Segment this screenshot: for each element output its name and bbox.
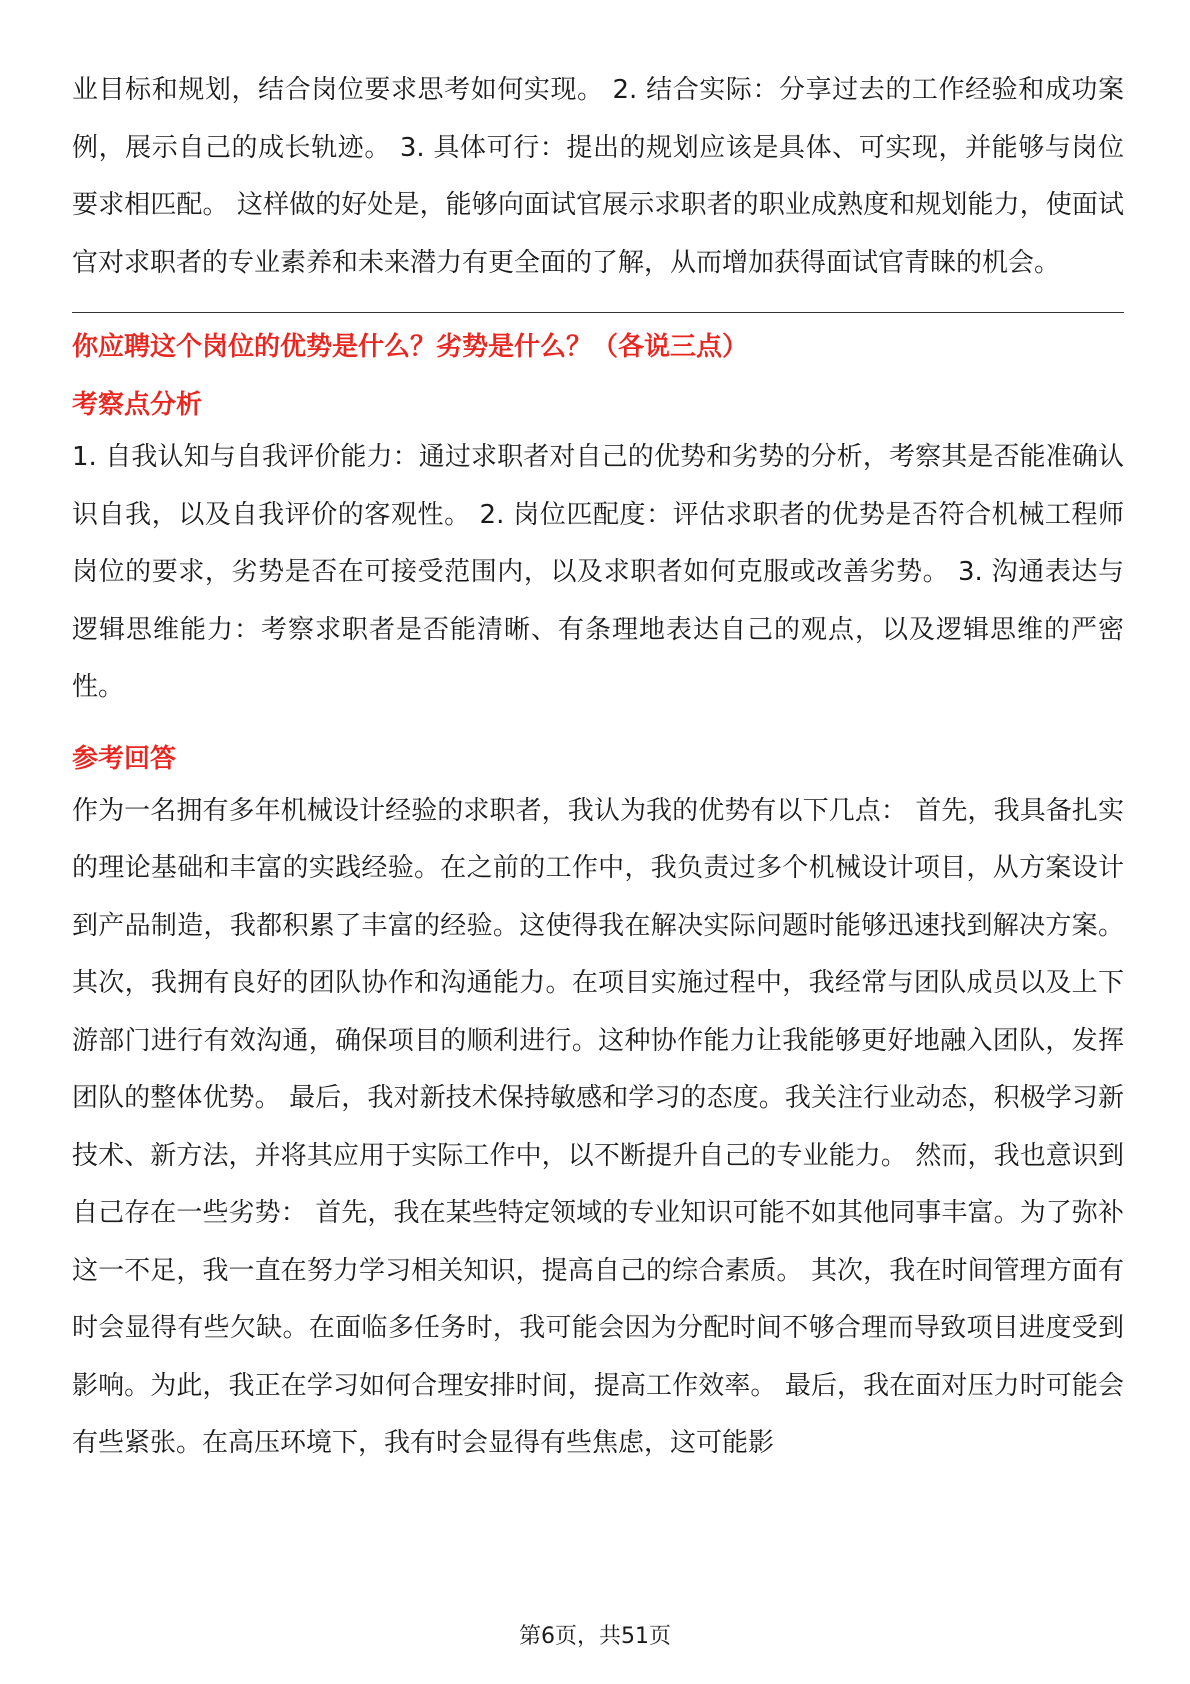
section-divider [72,312,1124,313]
analysis-heading: 考察点分析 [72,390,203,420]
intro-paragraph: 业目标和规划，结合岗位要求思考如何实现。 2. 结合实际：分享过去的工作经验和成功案例，展示自己的成长轨迹。 3. 具体可行：提出的规划应该是具体、可实现，并能够与岗位要求相匹配。 这样做的好处是，能够向面试官展示求职者的职业成熟度和规划能力，使面试官对求职者的专业素养和未来潜力有更全面的了解，从而增加获得面试官青睐的机会。 [72,75,1124,278]
analysis-paragraph: 1. 自我认知与自我评价能力：通过求职者对自己的优势和劣势的分析，考察其是否能准确认识自我，以及自我评价的客观性。 2. 岗位匹配度：评估求职者的优势是否符合机械工程师岗位的要求，劣势是否在可接受范围内，以及求职者如何克服或改善劣势。 3. 沟通表达与逻辑思维能力：考察求职者是否能清晰、有条理地表达自己的观点，以及逻辑思维的严密性。 [72,442,1124,702]
question-title: 你应聘这个岗位的优势是什么？劣势是什么？（各说三点） [72,332,749,362]
page-number-footer: 第6页，共51页 [519,1624,671,1649]
answer-heading: 参考回答 [72,743,177,774]
document-page [72,62,1124,1473]
answer-paragraph: 作为一名拥有多年机械设计经验的求职者，我认为我的优势有以下几点： 首先，我具备扎实的理论基础和丰富的实践经验。在之前的工作中，我负责过多个机械设计项目，从方案设计到产品制造，我都积累了丰富的经验。这使得我在解决实际问题时能够迅速找到解决方案。 其次，我拥有良好的团队协作和沟通能力。在项目实施过程中，我经常与团队成员以及上下游部门进行有效沟通，确保项目的顺利进行。这种协作能力让我能够更好地融入团队，发挥团队的整体优势。 最后，我对新技术保持敏感和学习的态度。我关注行业动态，积极学习新技术、新方法，并将其应用于实际工作中，以不断提升自己的专业能力。 然而，我也意识到自己存在一些劣势： 首先，我在某些特定领域的专业知识可能不如其他同事丰富。为了弥补这一不足，我一直在努力学习相关知识，提高自己的综合素质。 其次，我在时间管理方面有时会显得有些欠缺。在面临多任务时，我可能会因为分配时间不够合理而导致项目进度受到影响。为此，我正在学习如何合理安排时间，提高工作效率。 最后，我在面对压力时可能会有些紧张。在高压环境下，我有时会显得有些焦虑，这可能影 [72,795,1124,1458]
